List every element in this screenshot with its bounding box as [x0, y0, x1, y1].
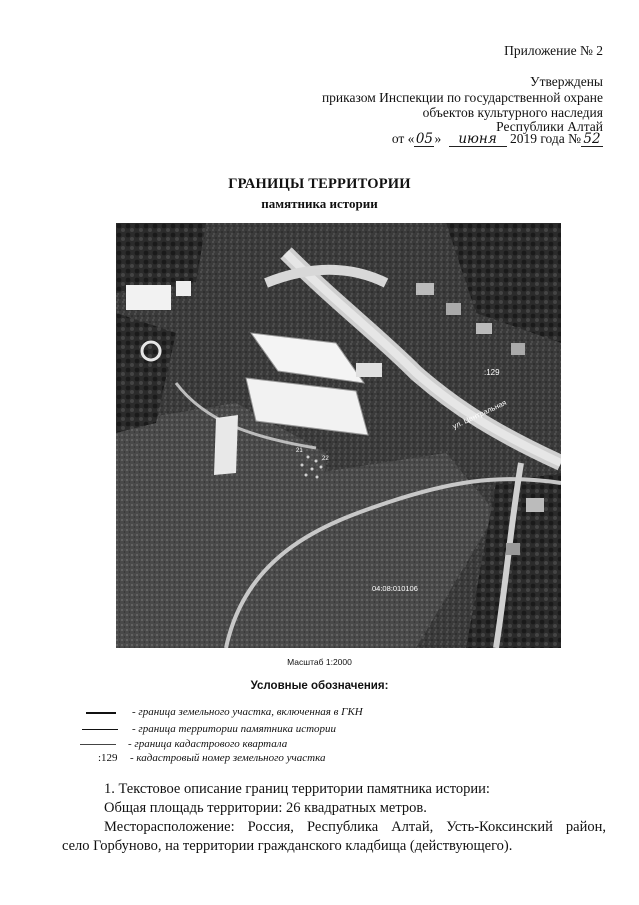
order-line-2: объектов культурного наследия — [422, 105, 603, 120]
legend-title: Условные обозначения: — [250, 680, 389, 692]
appendix-label: Приложение № 2 — [504, 43, 603, 58]
map-label-street: ул. Центральная — [451, 397, 508, 431]
date-year: 2019 года № — [509, 131, 581, 146]
description-location-line2: село Горбуново, на территории гражданского кладбища (действующего). — [62, 838, 513, 854]
map-label-21: 21 — [296, 448, 303, 454]
order-line-1: приказом Инспекции по государственной охране — [321, 90, 603, 105]
legend-text: - граница земельного участка, включенная в ГКН — [132, 706, 363, 718]
legend-text: - граница территории памятника истории — [132, 723, 337, 735]
approved-label: Утверждены — [530, 74, 603, 89]
description-heading: 1. Текстовое описание границ территории памятника истории: — [104, 781, 490, 797]
date-mid: » — [434, 131, 442, 146]
date-prefix: от « — [391, 131, 415, 146]
map-label-22: 22 — [322, 456, 329, 462]
legend-line-thick-icon — [86, 712, 116, 714]
date-month: июня — [449, 132, 507, 147]
description-location-line1: Месторасположение: Россия, Республика Алтай, Усть-Коксинский район, — [104, 819, 606, 835]
legend-line-solid-icon — [82, 729, 118, 730]
legend-text: - кадастровый номер земельного участка — [130, 752, 326, 764]
order-line-3: Республики Алтай — [496, 119, 603, 134]
page-title: ГРАНИЦЫ ТЕРРИТОРИИ — [228, 176, 411, 192]
legend-symbol-129: :129 — [98, 752, 118, 764]
legend-text: - граница кадастрового квартала — [128, 738, 288, 750]
map-label-129: :129 — [484, 368, 500, 377]
order-number: 52 — [581, 132, 603, 147]
legend-line-thin-icon — [80, 744, 116, 745]
aerial-map — [116, 223, 561, 648]
order-date-line — [392, 130, 603, 148]
aerial-map-image — [116, 223, 561, 648]
map-label-parcel: 04:08:010106 — [372, 584, 418, 593]
map-scale: Масштаб 1:2000 — [287, 657, 352, 667]
page-subtitle: памятника истории — [261, 196, 378, 211]
description-area: Общая площадь территории: 26 квадратных метров. — [104, 800, 427, 816]
date-day: 05 — [415, 131, 434, 147]
